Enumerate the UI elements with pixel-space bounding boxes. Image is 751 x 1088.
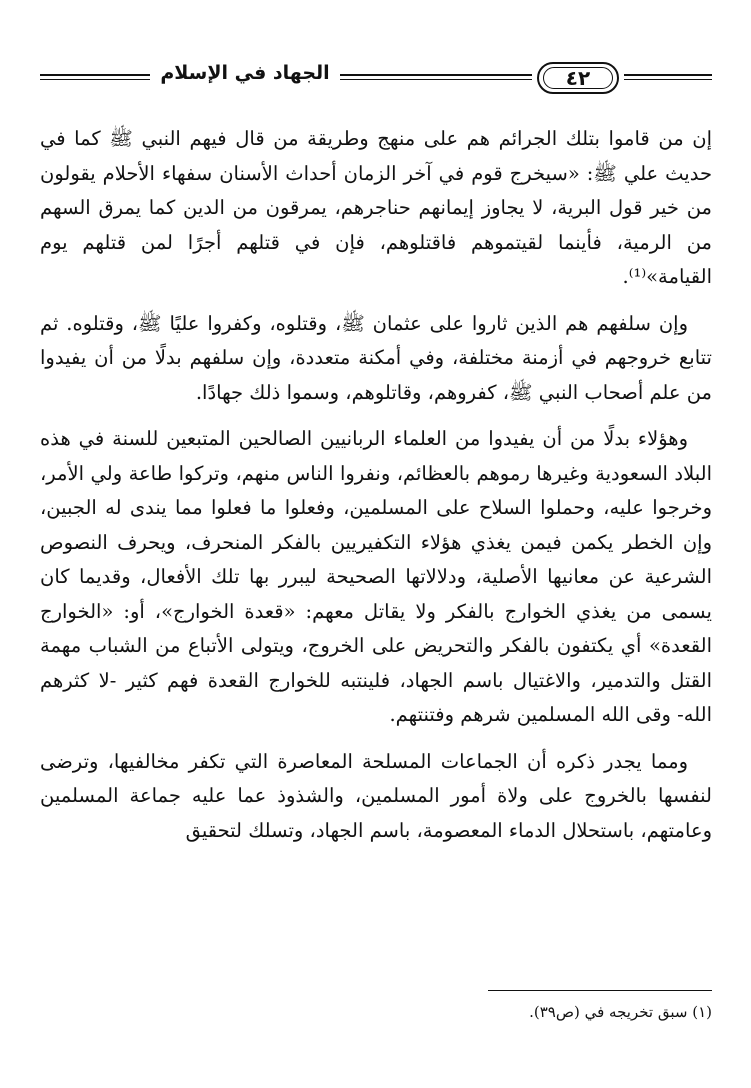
header-rule-middle — [340, 74, 532, 76]
paragraph-3: وهؤلاء بدلًا من أن يفيدوا من العلماء الربانيين الصالحين المتبعين للسنة في هذه البلاد السعودية وغيرها رموهم بالعظائم، ونفروا الناس منهم، وتركوا طاعة ولي الأمر، وخرجوا عليه، وحملوا السلاح على المسلمين، وفعلوا ما فعلوا مما يندى له الجبين، وإن الخطر يكمن فيمن يغذي هؤلاء التكفيريين بالفكر المنحرف، ويحرف النصوص الشرعية عن معانيها الأصلية، ودلالاتها الصحيحة ليبرر بها تلك الأفعال، وقديما كان يسمى من يغذي الخوارج بالفكر ولا يقاتل معهم: «قعدة الخوارج»، أو: «الخوارج القعدة» أي يكتفون بالفكر والتحريض على الخروج، ويتولى الأتباع من الشباب مهمة القتل والتدمير، والاغتيال باسم الجهاد، فلينتبه للخوارج القعدة فهم كثير -لا كثرهم الله- وقى الله المسلمين شرهم وفتنتهم. — [40, 427, 712, 726]
paragraph-4: ومما يجدر ذكره أن الجماعات المسلحة المعاصرة التي تكفر مخالفيها، وترضى لنفسها بالخروج على ولاة أمور المسلمين، والشذوذ عما عليه جماعة المسلمين وعامتهم، باستحلال الدماء المعصومة، باسم الجهاد، وتسلك لتحقيق — [40, 749, 712, 842]
paragraph-1: إن من قاموا بتلك الجرائم هم على منهج وطريقة من قال فيهم النبي ﷺ كما في حديث علي ﷺ: «سيخرج قوم في آخر الزمان أحداث الأسنان سفهاء الأحلام يقولون من خير قول البرية، لا يجاوز إيمانهم حناجرهم، يمرقون من الدين كما يمرق السهم من الرمية، فأينما لقيتموهم فاقتلوهم، فإن في قتلهم أجرًا لمن قتلهم يوم القيامة»⁽¹⁾. — [40, 127, 712, 288]
main-text — [40, 122, 712, 860]
footnote-separator — [488, 990, 712, 991]
header-rule-left-thin — [40, 79, 150, 80]
header-rule-right-thin — [624, 79, 712, 80]
paragraph-2: وإن سلفهم هم الذين ثاروا على عثمان ﷺ، وقتلوه، وكفروا عليًا ﷺ، وقتلوه. ثم تتابع خروجهم في أزمنة مختلفة، وفي أمكنة متعددة، وإن سلفهم بدلًا من أن يفيدوا من علم أصحاب النبي ﷺ، كفروهم، وقاتلوهم، وسموا ذلك جهادًا. — [40, 311, 712, 404]
header-rule-left — [40, 74, 150, 76]
header-rule-right — [624, 74, 712, 76]
footnote-1: (١) سبق تخريجه في (ص٣٩). — [529, 1003, 712, 1021]
book-title: الجهاد في الإسلام — [160, 62, 330, 84]
header-rule-middle-thin — [340, 79, 532, 80]
page-number-badge: ٤٢ — [537, 62, 619, 94]
running-header — [40, 58, 712, 98]
